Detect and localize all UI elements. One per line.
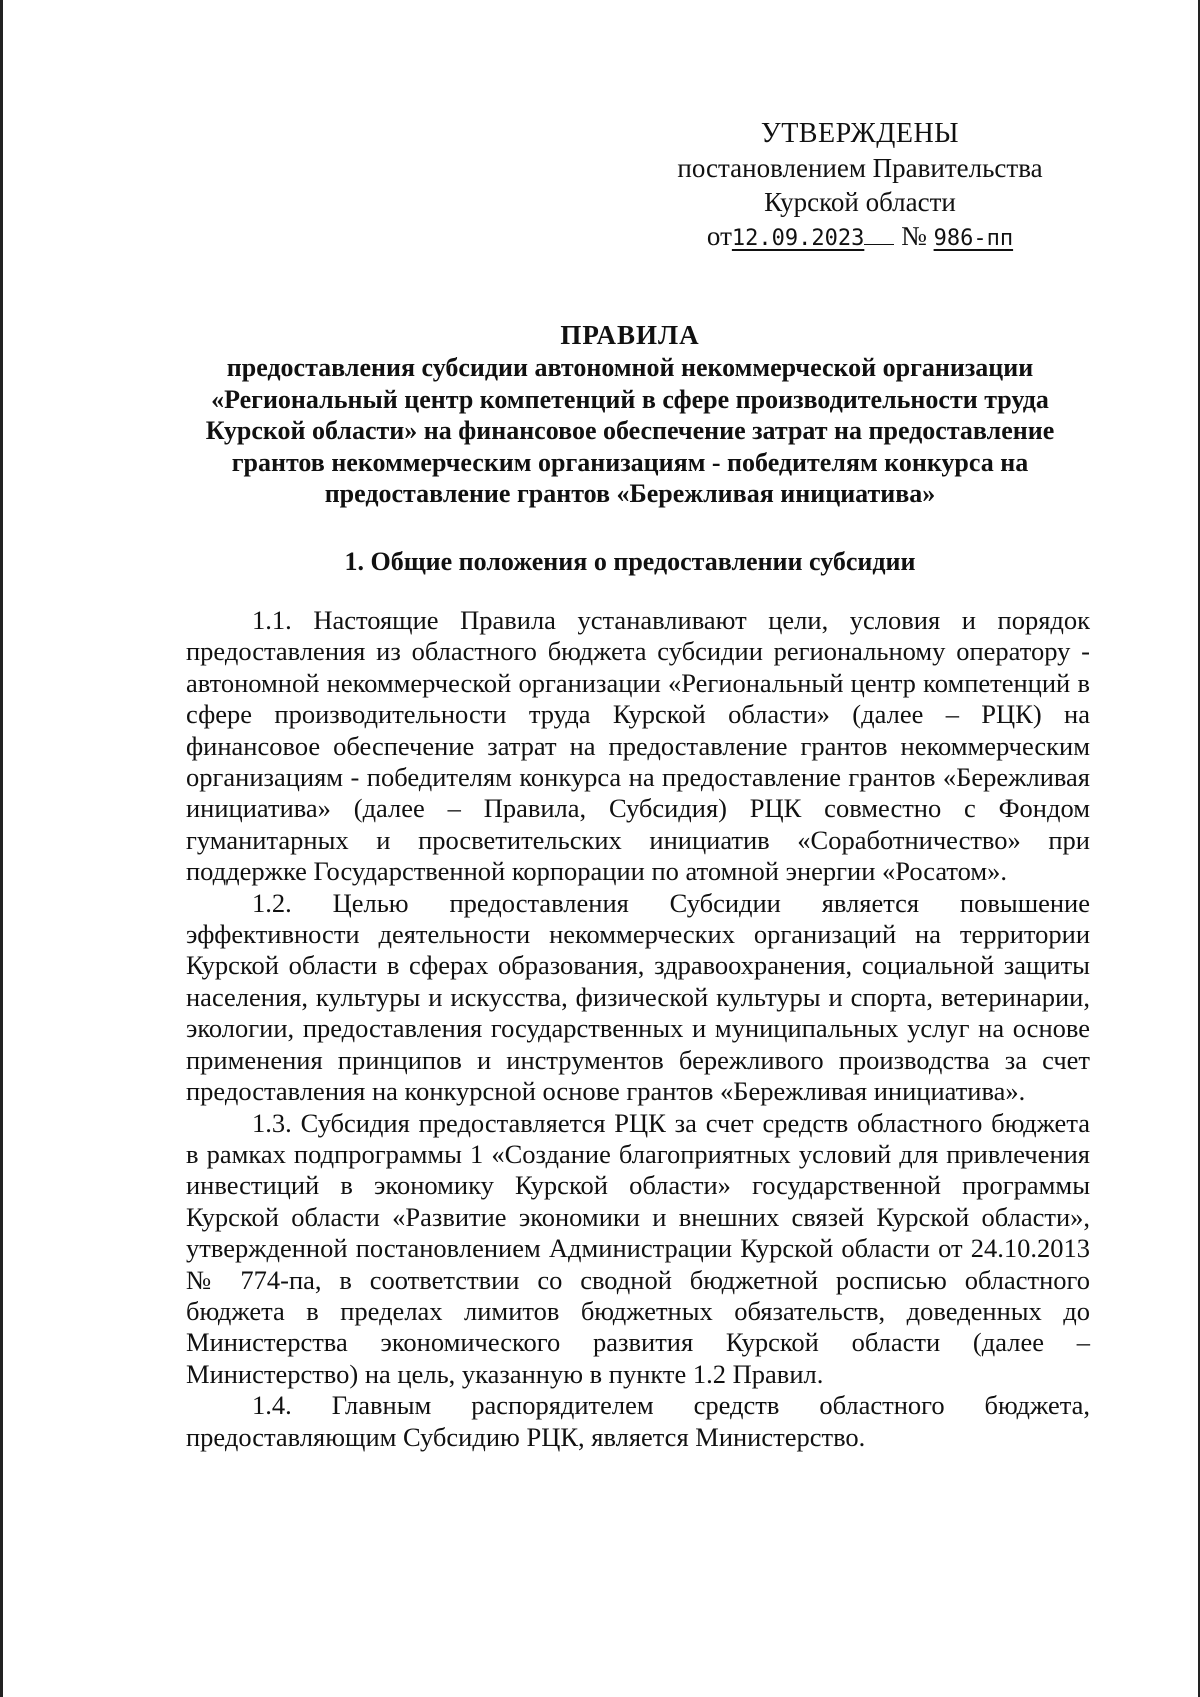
paragraph-1-2: 1.2. Целью предоставления Субсидии является повышение эффективности деятельности некоммерческих организаций на территории Курской области в сферах образования, здравоохранения, социальной защиты населения, культуры и искусства, физической культуры и спорта, ветеринарии, экологии, предоставления государственных и муниципальных услуг на основе применения принципов и инструментов бережливого производства за счет предоставления на конкурсной основе грантов «Бережливая инициатива».	[186, 887, 1090, 1107]
resolution-number: 986-пп	[933, 226, 1014, 251]
resolution-date: 12.09.2023	[731, 226, 865, 251]
document-title-block	[160, 318, 1100, 510]
date-number-line	[640, 219, 1080, 256]
date-prefix: от	[706, 221, 732, 251]
approved-label: УТВЕРЖДЕНЫ	[760, 118, 960, 149]
section-body	[186, 605, 1090, 1453]
approval-block	[640, 117, 1080, 256]
document-title: ПРАВИЛА	[560, 320, 700, 350]
paragraph-1-4: 1.4. Главным распорядителем средств областного бюджета, предоставляющим Субсидию РЦК, является Министерство.	[186, 1390, 1090, 1452]
section-heading: 1. Общие положения о предоставлении субсидии	[344, 547, 916, 576]
scan-border-left	[0, 0, 3, 1697]
paragraph-1-3: 1.3. Субсидия предоставляется РЦК за счет средств областного бюджета в рамках подпрограммы 1 «Создание благоприятных условий для привлечения инвестиций в экономику Курской области» государственной программы Курской области «Развитие экономики и внешних связей Курской области», утвержденной постановлением Администрации Курской области от 24.10.2013 № 774-па, в соответствии со сводной бюджетной росписью областного бюджета в пределах лимитов бюджетных обязательств, доведенных до Министерства экономического развития Курской области (далее – Министерство) на цель, указанную в пункте 1.2 Правил.	[186, 1107, 1090, 1389]
paragraph-1-1: 1.1. Настоящие Правила устанавливают цели, условия и порядок предоставления из областного бюджета субсидии региональному оператору - автономной некоммерческой организации «Региональный центр компетенций в сфере производительности труда Курской области» (далее – РЦК) на финансовое обеспечение затрат на предоставление грантов некоммерческим организациям - победителям конкурса на предоставление грантов «Бережливая инициатива» (далее – Правила, Субсидия) РЦК совместно с Фондом гуманитарных и просветительских инициатив «Соработничество» при поддержке Государственной корпорации по атомной энергии «Росатом».	[186, 605, 1090, 887]
resolution-label: постановлением Правительства	[677, 153, 1043, 183]
date-underline	[864, 243, 894, 245]
number-prefix: №	[901, 221, 927, 251]
region-label: Курской области	[764, 187, 956, 217]
document-subtitle: предоставления субсидии автономной некоммерческой организации «Региональный центр компетенций в сфере производительности труда Курской области» на финансовое обеспечение затрат на предоставление грантов некоммерческим организациям - победителям конкурса на предоставление грантов «Бережливая инициатива»	[205, 353, 1055, 508]
